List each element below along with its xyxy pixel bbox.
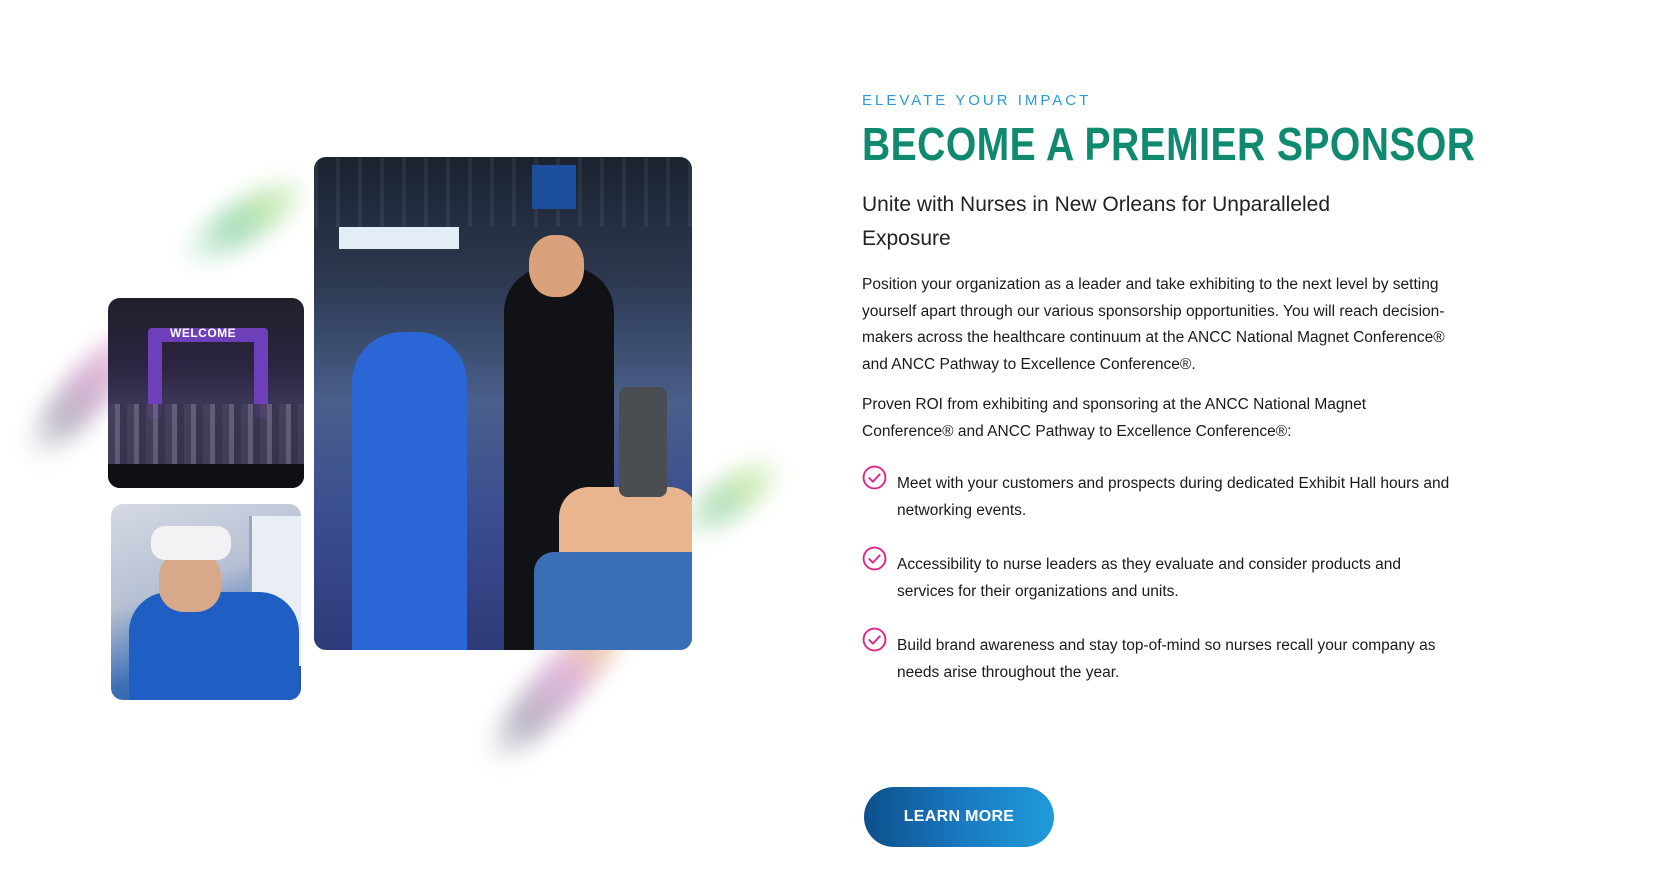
photo-ceiling-lights <box>314 157 692 227</box>
photo-floor <box>108 464 304 488</box>
intro-paragraph: Position your organization as a leader and take exhibiting to the next level by setting yourself apart through our various sponsorship opportunities. You will reach decision-makers across the healthcare continuum at the ANCC National Magnet Conference® and ANCC Pathway to Excellence Conference®. <box>862 276 1445 373</box>
photo-banner <box>532 165 576 209</box>
welcome-sign-text: WELCOME <box>170 326 237 340</box>
benefits-list <box>862 471 1452 686</box>
roi-paragraph: Proven ROI from exhibiting and sponsoring at the ANCC National Magnet Conference® and ANCC Pathway to Excellence Conference®: <box>862 396 1367 440</box>
vr-headset-photo <box>111 504 301 700</box>
photo-exhibitor-head <box>529 235 584 297</box>
section-eyebrow: ELEVATE YOUR IMPACT <box>862 92 1092 109</box>
exhibit-hall-photo <box>314 157 692 650</box>
benefit-item <box>862 471 1452 524</box>
circle-check-icon <box>862 627 887 652</box>
photo-booth-sign <box>339 227 459 249</box>
benefit-text: Accessibility to nurse leaders as they evaluate and consider products and services for their organizations and units. <box>897 556 1402 600</box>
photo-jacket <box>129 592 299 700</box>
photo-crowd <box>108 404 304 464</box>
section-subtitle: Unite with Nurses in New Orleans for Unparalleled Exposure <box>862 193 1331 250</box>
benefit-text: Build brand awareness and stay top-of-mind so nurses recall your company as needs arise throughout the year. <box>897 637 1436 681</box>
decorative-swoosh <box>170 163 319 278</box>
benefit-item <box>862 633 1452 686</box>
section-title: BECOME A PREMIER SPONSOR <box>862 118 1476 170</box>
photo-face <box>159 552 221 612</box>
photo-cpr-device <box>619 387 667 497</box>
photo-nurse <box>352 332 467 650</box>
circle-check-icon <box>862 546 887 571</box>
welcome-entrance-photo <box>108 298 304 488</box>
photo-headset <box>151 526 231 560</box>
photo-blanket <box>534 552 692 650</box>
sponsor-section <box>862 92 1476 714</box>
learn-more-button[interactable]: LEARN MORE <box>864 787 1054 847</box>
circle-check-icon <box>862 465 887 490</box>
benefit-text: Meet with your customers and prospects during dedicated Exhibit Hall hours and networking events. <box>897 475 1450 519</box>
benefit-item <box>862 552 1452 605</box>
